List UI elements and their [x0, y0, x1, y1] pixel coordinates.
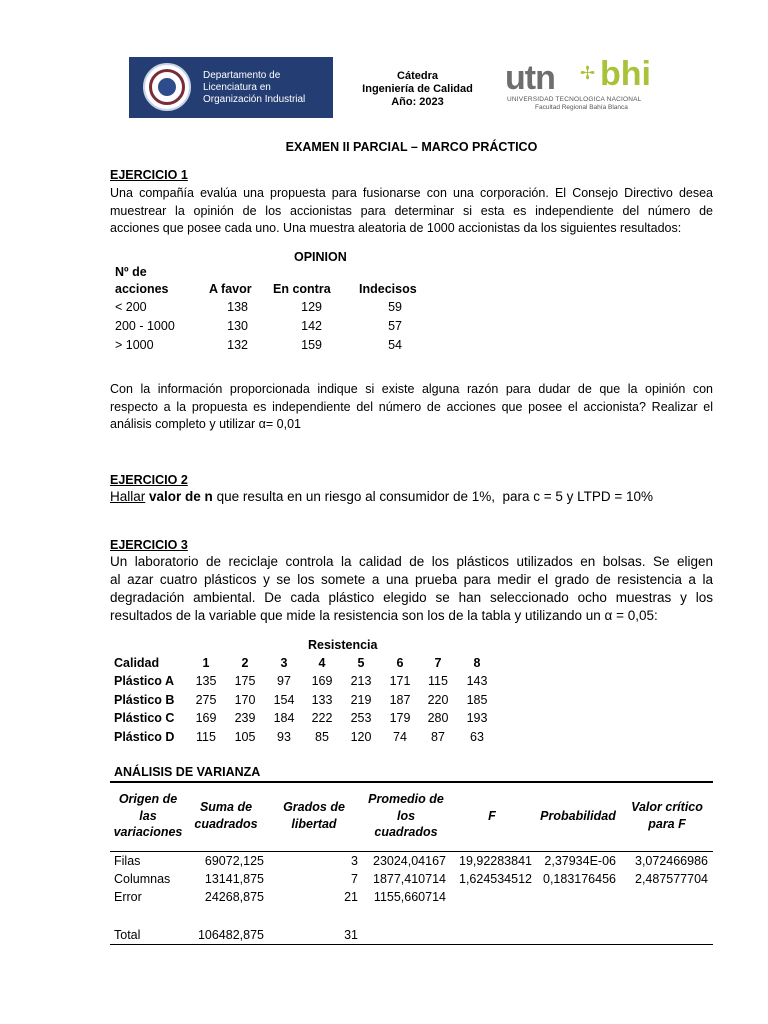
anova-header-origen	[110, 791, 186, 841]
resistance-col-header: 8	[473, 656, 481, 670]
table-cell: 142	[301, 319, 322, 333]
ex3-line: Un laboratorio de reciclaje controla la calidad de los plásticos utilizados en bolsas. Se eligen	[110, 554, 713, 569]
resistance-cell: 93	[277, 730, 291, 744]
resistance-cell: 185	[466, 693, 488, 707]
resistance-cell: 280	[427, 711, 449, 725]
ex1-question-line: respecto a la propuesta es independiente del número de acciones que posee el accionista? Realizar el	[110, 399, 713, 414]
resistance-cell: 184	[273, 711, 295, 725]
resistance-cell: 120	[350, 730, 372, 744]
resistance-cell: 222	[311, 711, 333, 725]
catedra-line-2: Ingeniería de Calidad	[362, 83, 473, 95]
anova-header-line: libertad	[291, 816, 337, 831]
resistance-cell: 169	[311, 674, 333, 688]
utn-cross-icon: ✢	[580, 63, 596, 83]
resistance-cell: 74	[393, 730, 407, 744]
resistance-cell: 143	[466, 674, 488, 688]
anova-cell-ms: 23024,04167	[373, 854, 446, 868]
table-row-label: 200 - 1000	[115, 319, 175, 333]
ex1-line: acciones que posee cada uno. Una muestra aleatoria de 1000 accionistas da los siguientes resultados:	[110, 221, 682, 235]
anova-header-line: Origen de	[118, 792, 178, 806]
shares-header-line2: acciones	[115, 282, 169, 296]
anova-total-ss: 106482,875	[197, 928, 264, 942]
ex3-line: al azar cuatro plásticos y se los somete a una prueba para medir el grado de resistencia a la	[110, 572, 713, 587]
exercise-3-title: EJERCICIO 3	[110, 538, 188, 552]
resistance-row-label: Plástico C	[114, 711, 175, 725]
ex1-question-line: Con la información proporcionada indique si existe alguna razón para dudar de que la opinión con	[110, 382, 713, 396]
resistance-row-label: Plástico A	[114, 674, 174, 688]
exercise-3-statement	[110, 553, 713, 625]
resistance-cell: 169	[195, 711, 217, 725]
catedra-heading	[350, 70, 485, 109]
table-cell: 57	[388, 319, 402, 333]
anova-top-rule	[110, 781, 713, 783]
anova-header-line: cuadrados	[374, 825, 438, 839]
resistance-col-header: 1	[202, 656, 210, 670]
anova-cell-ss: 13141,875	[204, 872, 264, 886]
ex2-bold-term: valor de n	[149, 489, 213, 504]
exercise-2-title: EJERCICIO 2	[110, 473, 188, 487]
resistance-cell: 213	[350, 674, 372, 688]
anova-header-line: Grados de	[283, 800, 345, 814]
department-logo-banner	[129, 57, 333, 118]
anova-cell-fcrit: 3,072466986	[635, 854, 708, 868]
anova-header-line: Promedio de	[368, 792, 444, 806]
resistance-cell: 239	[234, 711, 256, 725]
col-header-en-contra: En contra	[273, 282, 331, 296]
anova-header-line: cuadrados	[194, 816, 258, 831]
resistencia-group-header: Resistencia	[308, 638, 378, 652]
exam-title: EXAMEN II PARCIAL – MARCO PRÁCTICO	[285, 140, 538, 154]
anova-total-df: 31	[344, 928, 358, 942]
dept-line-3: Organización Industrial	[203, 94, 306, 105]
resistance-col-header: 6	[396, 656, 404, 670]
resistance-row-label: Plástico B	[114, 693, 175, 707]
resistance-cell: 253	[350, 711, 372, 725]
ex1-line: muestrear la opinión de los accionistas para determinar si esta es independiente del número de	[110, 203, 713, 218]
anova-cell-source: Error	[114, 890, 142, 904]
table-cell: 130	[227, 319, 248, 333]
anova-cell-f: 19,92283841	[459, 854, 532, 868]
resistance-col-header: 3	[280, 656, 288, 670]
anova-cell-source: Columnas	[114, 872, 171, 886]
ex2-word-hallar: Hallar	[110, 489, 146, 504]
ex1-line: Una compañía evalúa una propuesta para fusionarse con una corporación. El Consejo Directivo desea	[110, 186, 713, 200]
anova-cell-f: 1,624534512	[459, 872, 532, 886]
anova-cell-df: 7	[351, 872, 358, 886]
table-row-label: > 1000	[115, 338, 154, 352]
table-cell: 159	[301, 338, 322, 352]
exercise-1-title: EJERCICIO 1	[110, 168, 188, 182]
exercise-1-statement	[110, 185, 713, 238]
table-row-label: < 200	[115, 300, 147, 314]
resistance-cell: 175	[234, 674, 256, 688]
anova-cell-df: 21	[344, 890, 358, 904]
anova-total-label: Total	[114, 928, 141, 942]
resistance-col-header: 2	[241, 656, 249, 670]
utn-logo-text: utn	[505, 59, 555, 97]
catedra-line-3: Año: 2023	[391, 96, 444, 108]
anova-header-rule	[110, 851, 713, 852]
anova-bottom-rule	[110, 944, 713, 945]
anova-title: ANÁLISIS DE VARIANZA	[114, 765, 261, 779]
dept-line-2: Licenciatura en	[203, 82, 271, 93]
resistance-cell: 135	[195, 674, 217, 688]
anova-cell-ms: 1877,410714	[373, 872, 446, 886]
resistance-cell: 63	[470, 730, 484, 744]
anova-header-line: las	[139, 808, 157, 823]
ex3-line: degradación ambiental. De cada plástico elegido se han seleccionado ocho muestras y los	[110, 590, 713, 605]
utn-faculty-name: Facultad Regional Bahía Blanca	[535, 104, 628, 111]
resistance-cell: 193	[466, 711, 488, 725]
ex2-rest: que resulta en un riesgo al consumidor de 1%, para c = 5 y LTPD = 10%	[212, 489, 654, 504]
anova-header-line: F	[488, 809, 496, 823]
resistance-cell: 87	[431, 730, 445, 744]
resistance-col-header: 5	[357, 656, 365, 670]
anova-header-line: variaciones	[113, 825, 183, 839]
resistance-cell: 154	[273, 693, 295, 707]
col-header-indecisos: Indecisos	[359, 282, 417, 296]
resistance-col-header: 4	[318, 656, 326, 670]
university-seal-icon	[143, 63, 191, 111]
ex1-question-line: análisis completo y utilizar α= 0,01	[110, 417, 301, 431]
anova-cell-p: 0,183176456	[543, 872, 616, 886]
calidad-header: Calidad	[114, 656, 160, 670]
anova-cell-fcrit: 2,487577704	[635, 872, 708, 886]
anova-cell-source: Filas	[114, 854, 141, 868]
dept-line-1: Departamento de	[203, 70, 281, 81]
anova-header-line: para F	[648, 816, 686, 831]
resistance-cell: 220	[427, 693, 449, 707]
anova-header-valor-critico	[622, 799, 712, 832]
resistance-cell: 115	[196, 730, 216, 744]
anova-header-line: Suma de	[199, 800, 253, 814]
resistance-cell: 170	[234, 693, 256, 707]
resistance-cell: 219	[350, 693, 372, 707]
resistance-row-label: Plástico D	[114, 730, 175, 744]
anova-cell-p: 2,37934E-06	[544, 854, 616, 868]
catedra-line-1: Cátedra	[397, 70, 438, 82]
department-name	[203, 70, 331, 106]
anova-header-suma	[186, 799, 266, 832]
anova-header-line: Probabilidad	[540, 809, 616, 823]
resistance-cell: 179	[389, 711, 411, 725]
exercise-1-question	[110, 381, 713, 434]
table-cell: 129	[301, 300, 322, 314]
table-cell: 132	[227, 338, 248, 352]
resistance-cell: 105	[234, 730, 256, 744]
bhi-logo-text: bhi	[600, 55, 651, 93]
table-cell: 138	[227, 300, 248, 314]
resistance-cell: 171	[389, 674, 411, 688]
anova-cell-ms: 1155,660714	[373, 890, 446, 904]
anova-header-grados	[276, 799, 352, 832]
col-header-a-favor: A favor	[209, 282, 252, 296]
anova-cell-ss: 69072,125	[204, 854, 264, 868]
resistance-cell: 97	[277, 674, 291, 688]
resistance-col-header: 7	[434, 656, 442, 670]
anova-header-line: los	[396, 808, 416, 823]
resistance-cell: 187	[389, 693, 411, 707]
resistance-cell: 85	[315, 730, 329, 744]
utn-bhi-logo	[505, 55, 665, 114]
resistance-cell: 115	[428, 674, 448, 688]
anova-header-promedio	[362, 791, 450, 841]
resistance-cell: 275	[195, 693, 217, 707]
table-cell: 54	[388, 338, 402, 352]
table-cell: 59	[388, 300, 402, 314]
anova-cell-df: 3	[351, 854, 358, 868]
utn-university-name: UNIVERSIDAD TECNOLOGICA NACIONAL	[507, 96, 642, 103]
anova-header-line: Valor crítico	[631, 800, 703, 814]
resistance-cell: 133	[311, 693, 333, 707]
exercise-2-statement	[110, 489, 653, 504]
anova-header-f	[452, 808, 532, 825]
shares-header-line1: Nº de	[115, 265, 147, 279]
ex3-line: resultados de la variable que mide la resistencia son los de la tabla y utilizando un α = 0,05:	[110, 608, 658, 623]
anova-cell-ss: 24268,875	[204, 890, 264, 904]
anova-header-probabilidad	[536, 808, 620, 825]
opinion-group-header: OPINION	[294, 250, 347, 264]
